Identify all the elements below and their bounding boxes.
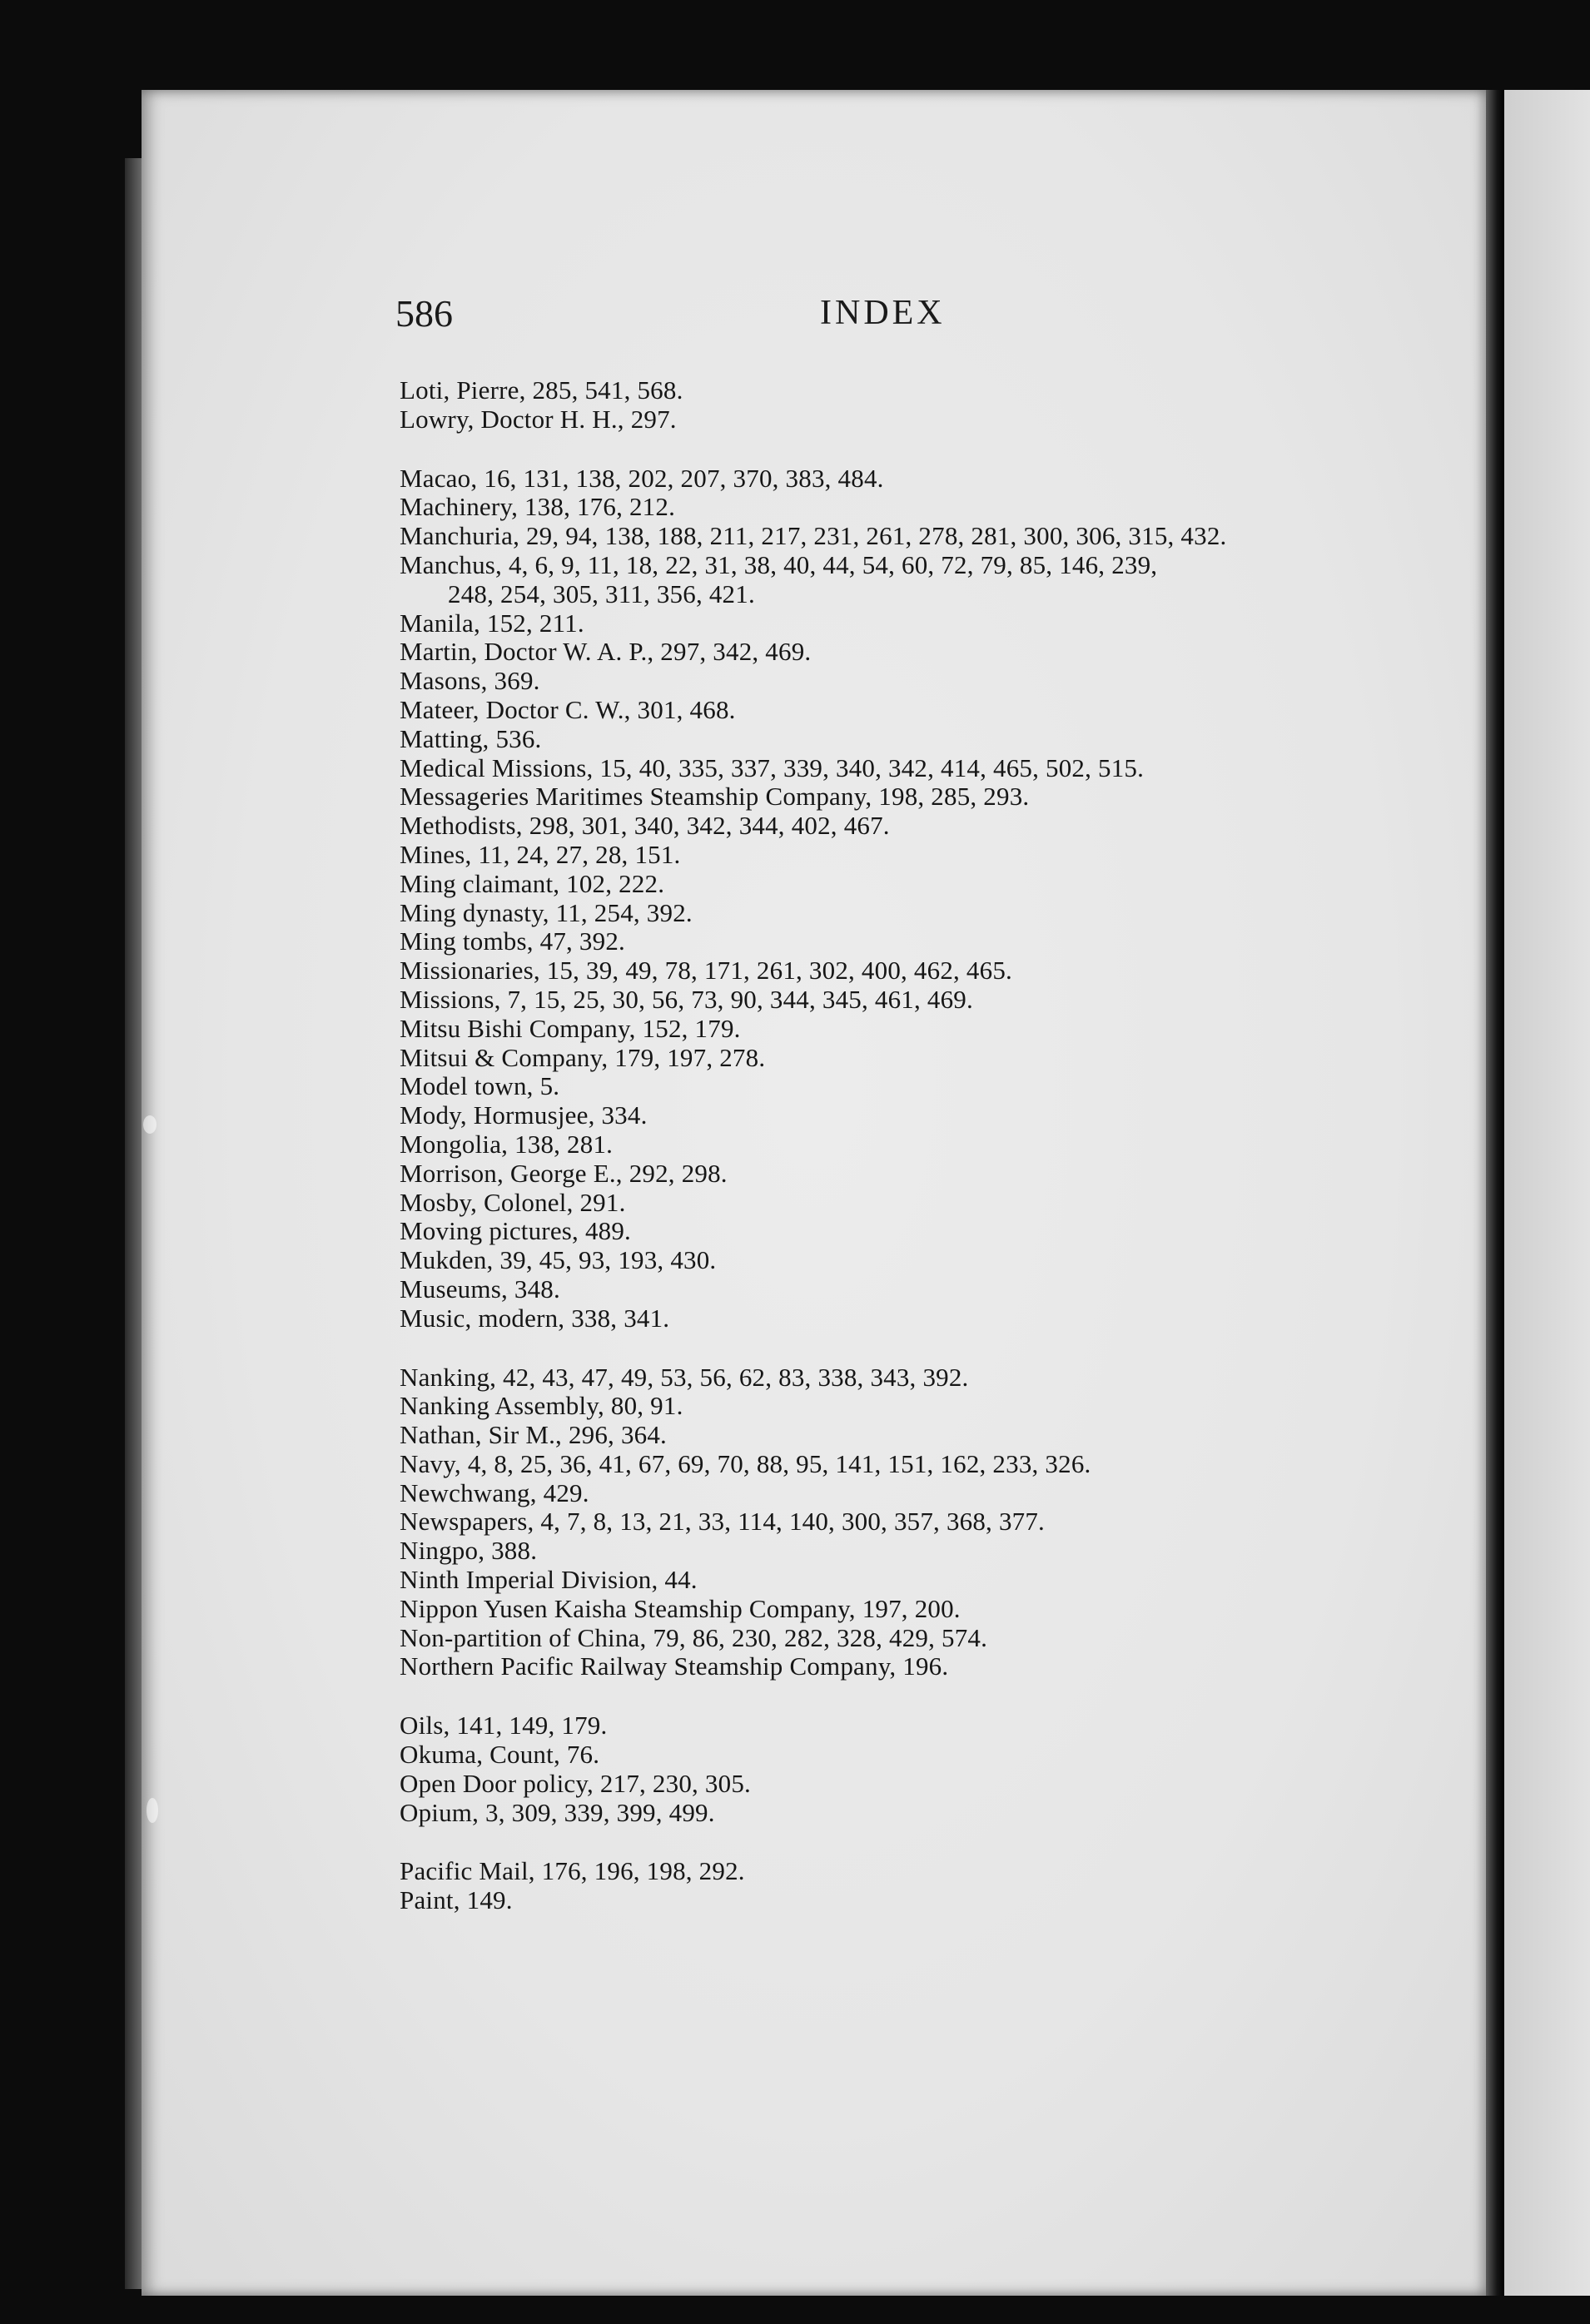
index-entry: Ming dynasty, 11, 254, 392. (400, 897, 693, 927)
index-entry: Medical Missions, 15, 40, 335, 337, 339, 340, 342, 414, 465, 502, 515. (400, 752, 1145, 782)
index-entry: Open Door policy, 217, 230, 305. (400, 1768, 751, 1798)
index-entry: Mitsu Bishi Company, 152, 179. (400, 1013, 741, 1043)
index-entry: Ming claimant, 102, 222. (400, 868, 665, 898)
index-entry: Lowry, Doctor H. H., 297. (400, 404, 677, 434)
index-group-o (400, 1711, 1440, 1827)
index-entry: Martin, Doctor W. A. P., 297, 342, 469. (400, 637, 812, 667)
index-entry: Manchuria, 29, 94, 138, 188, 211, 217, 231, 261, 278, 281, 300, 306, 315, 432. (400, 521, 1227, 551)
index-entry: Northern Pacific Railway Steamship Company, 196. (400, 1651, 949, 1681)
facing-page-edge (1504, 90, 1590, 2296)
index-entry: Museums, 348. (400, 1274, 560, 1304)
index-entry: Manila, 152, 211. (400, 608, 584, 638)
index-entry: Nippon Yusen Kaisha Steamship Company, 197, 200. (400, 1593, 961, 1623)
index-entry: Paint, 149. (400, 1885, 513, 1915)
index-entry: Matting, 536. (400, 723, 542, 753)
index-entry: Manchus, 4, 6, 9, 11, 18, 22, 31, 38, 40, 44, 54, 60, 72, 79, 85, 146, 239, (400, 549, 1158, 579)
group-separator (400, 1333, 1440, 1363)
index-entry: Messageries Maritimes Steamship Company, 198, 285, 293. (400, 782, 1030, 812)
index-entry: Opium, 3, 309, 339, 399, 499. (400, 1797, 715, 1827)
index-entry: Machinery, 138, 176, 212. (400, 492, 676, 522)
group-separator (400, 1827, 1440, 1857)
index-entry: Methodists, 298, 301, 340, 342, 344, 402, 467. (400, 811, 890, 841)
index-entry: Pacific Mail, 176, 196, 198, 292. (400, 1856, 745, 1886)
index-entry: Newchwang, 429. (400, 1477, 589, 1507)
index-group-p (400, 1857, 1440, 1915)
index-entry: Morrison, George E., 292, 298. (400, 1158, 728, 1188)
scan-artifact (147, 1798, 158, 1823)
index-entry: Nathan, Sir M., 296, 364. (400, 1420, 668, 1450)
index-entry: Music, modern, 338, 341. (400, 1303, 670, 1333)
index-group-m (400, 464, 1440, 1333)
index-entry: Ming tombs, 47, 392. (400, 926, 625, 956)
index-group-n (400, 1363, 1440, 1682)
index-entry: Mitsui & Company, 179, 197, 278. (400, 1042, 766, 1072)
index-entry: Ninth Imperial Division, 44. (400, 1565, 698, 1595)
index-entry-continuation: 248, 254, 305, 311, 356, 421. (448, 579, 755, 608)
index-entry: Missions, 7, 15, 25, 30, 56, 73, 90, 344, 345, 461, 469. (400, 984, 973, 1014)
index-entry: Nanking Assembly, 80, 91. (400, 1391, 683, 1421)
index-entry: Ningpo, 388. (400, 1536, 538, 1566)
index-entry: Mines, 11, 24, 27, 28, 151. (400, 839, 681, 869)
index-entry: Mody, Hormusjee, 334. (400, 1100, 648, 1130)
index-entry: Macao, 16, 131, 138, 202, 207, 370, 383, 484. (400, 463, 884, 493)
page-number: 586 (395, 292, 453, 335)
index-entry: Newspapers, 4, 7, 8, 13, 21, 33, 114, 140, 300, 357, 368, 377. (400, 1507, 1046, 1537)
index-entry: Oils, 141, 149, 179. (400, 1711, 608, 1741)
index-entry: Mateer, Doctor C. W., 301, 468. (400, 694, 736, 724)
index-entry: Moving pictures, 489. (400, 1216, 632, 1246)
index-entry: Missionaries, 15, 39, 49, 78, 171, 261, 302, 400, 462, 465. (400, 956, 1012, 986)
index-entry: Masons, 369. (400, 666, 540, 696)
index-entry: Mongolia, 138, 281. (400, 1129, 614, 1159)
group-separator (400, 435, 1440, 464)
index-entry: Navy, 4, 8, 25, 36, 41, 67, 69, 70, 88, 95, 141, 151, 162, 233, 326. (400, 1448, 1091, 1478)
index-entry: Model town, 5. (400, 1071, 560, 1101)
page-gutter-shadow (1486, 90, 1504, 2296)
scan-artifact (143, 1115, 157, 1134)
index-entry: Mukden, 39, 45, 93, 193, 430. (400, 1245, 717, 1275)
index-entry: Mosby, Colonel, 291. (400, 1187, 626, 1217)
index-list (400, 376, 1440, 1915)
index-entry: Loti, Pierre, 285, 541, 568. (400, 375, 683, 405)
index-entry: Nanking, 42, 43, 47, 49, 53, 56, 62, 83, 338, 343, 392. (400, 1362, 969, 1392)
group-separator (400, 1681, 1440, 1711)
running-header (395, 291, 978, 341)
index-entry: Okuma, Count, 76. (400, 1740, 600, 1770)
page-title: INDEX (820, 294, 946, 332)
index-group-l (400, 376, 1440, 435)
index-entry: Non-partition of China, 79, 86, 230, 282, 328, 429, 574. (400, 1622, 988, 1652)
